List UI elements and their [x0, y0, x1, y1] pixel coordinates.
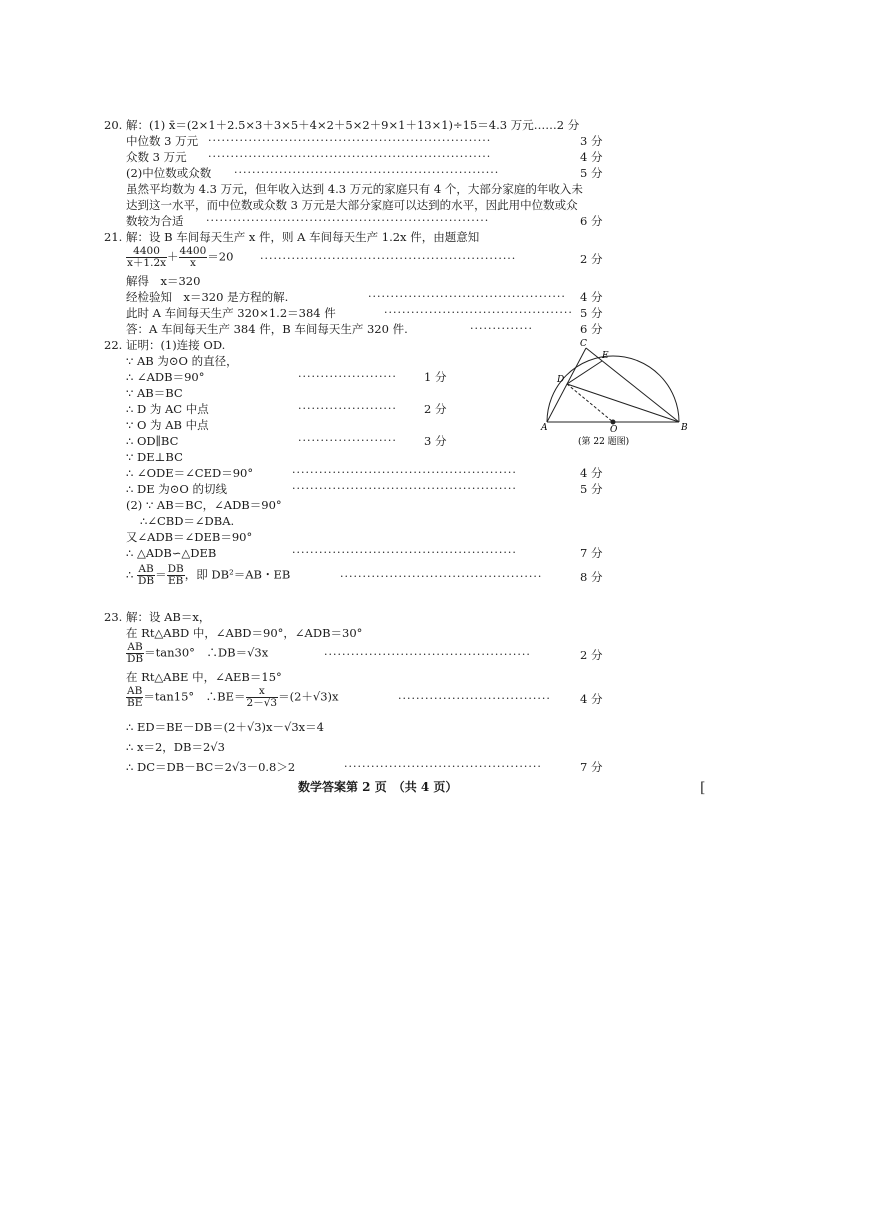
score: 4 分 — [580, 466, 603, 480]
q20-median: 中位数 3 万元 — [126, 134, 199, 148]
q21-check: 经检验知 x＝320 是方程的解. — [126, 290, 289, 304]
semicircle — [547, 356, 679, 422]
score: 6 分 — [580, 214, 603, 228]
q22-step: ∴∠CBD＝∠DBA. — [140, 514, 235, 528]
leader-dots: ·········································· — [384, 306, 573, 319]
q22-figure — [530, 336, 700, 448]
leader-dots: ······················ — [298, 434, 397, 447]
page-footer: 数学答案第 2 页 （共 4 页） — [298, 780, 458, 794]
score: 5 分 — [580, 306, 603, 320]
leader-dots: ·················································· — [292, 466, 517, 479]
q23-tan15: $\frac{AB}{BE}$ ＝tan15° ∴BE＝ $\frac{x}{2-√3}$ ＝(2＋√3)x — [127, 685, 339, 709]
q22-step: ∵ O 为 AB 中点 — [126, 418, 209, 432]
score: 3 分 — [580, 134, 603, 148]
score: 1 分 — [424, 370, 447, 384]
q22-step: ∴ D 为 AC 中点 — [126, 402, 209, 416]
fraction: $\frac{4400}{x+1.2x}$ — [127, 245, 167, 269]
q21-solve: 解得 x＝320 — [126, 274, 201, 288]
q22-step: ∴ OD∥BC — [126, 434, 179, 448]
label-c: C — [580, 339, 587, 349]
q20-explanation-2: 达到这一水平，而中位数或众数 3 万元是大部分家庭可以达到的水平，因此用中位数或众 — [126, 198, 578, 212]
q21-line-1: 21. 解：设 B 车间每天生产 x 件，则 A 车间每天生产 1.2x 件，由题意知 — [104, 230, 480, 244]
fraction: $\frac{AB}{BE}$ — [127, 685, 143, 709]
label-e: E — [602, 351, 609, 361]
score: 6 分 — [580, 322, 603, 336]
segment-de — [567, 361, 602, 384]
leader-dots: ············································ — [368, 290, 566, 303]
q22-step: ∴ ∠ADB＝90° — [126, 370, 205, 384]
q22-step: ∵ AB 为⊙O 的直径， — [126, 354, 238, 368]
segment-ac — [547, 348, 586, 422]
score: 4 分 — [580, 290, 603, 304]
q23-step: 在 Rt△ABE 中，∠AEB＝15° — [126, 670, 282, 684]
figure-caption: (第 22 题图) — [578, 437, 630, 447]
segment-db — [567, 384, 679, 422]
leader-dots: ······························································· — [208, 134, 492, 147]
leader-dots: ······················ — [298, 402, 397, 415]
q23-line-1: 23. 解：设 AB＝x， — [104, 610, 211, 624]
q20-line-1: 20. 解：(1) x̄＝(2×1＋2.5×3＋3×5＋4×2＋5×2＋9×1＋13×1)÷15＝4.3 万元……2 分 — [104, 118, 580, 132]
center-point — [611, 420, 616, 425]
q20-explanation-1: 虽然平均数为 4.3 万元，但年收入达到 4.3 万元的家庭只有 4 个，大部分家庭的年收入未 — [126, 182, 583, 196]
q23-step: ∴ x＝2，DB＝2√3 — [126, 740, 225, 754]
leader-dots: ············································ — [344, 760, 542, 773]
leader-dots: ······················ — [298, 370, 397, 383]
score: 2 分 — [580, 252, 603, 266]
label-a: A — [541, 423, 548, 433]
q23-step: ∴ DC＝DB－BC＝2√3－0.8＞2 — [126, 760, 296, 774]
leader-dots: ························································· — [260, 252, 517, 265]
q23-tan30: $\frac{AB}{DB}$ ＝tan30° ∴DB＝√3x — [127, 641, 269, 665]
fraction: $\frac{4400}{x}$ — [179, 245, 207, 269]
q22-step: 又∠ADB＝∠DEB＝90° — [126, 530, 253, 544]
q23-step: ∴ ED＝BE－DB＝(2＋√3)x－√3x＝4 — [126, 720, 324, 734]
q22-ratio: ∴ $\frac{AB}{DB}$ ＝ $\frac{DB}{EB}$ ，即 DB²＝AB・EB — [126, 563, 291, 587]
segment-od — [567, 384, 613, 422]
q22-step: (2) ∵ AB＝BC，∠ADB＝90° — [126, 498, 282, 512]
score: 5 分 — [580, 166, 603, 180]
q22-step: ∴ DE 为⊙O 的切线 — [126, 482, 227, 496]
leader-dots: ·················································· — [292, 482, 517, 495]
leader-dots: ··························································· — [234, 166, 500, 179]
q21-a-workshop: 此时 A 车间每天生产 320×1.2＝384 件 — [126, 306, 336, 320]
q20-part2: (2)中位数或众数 — [126, 166, 212, 180]
score: 8 分 — [580, 570, 603, 584]
q22-step: ∴ ∠ODE＝∠CED＝90° — [126, 466, 254, 480]
q23-step: 在 Rt△ABD 中，∠ABD＝90°，∠ADB＝30° — [126, 626, 363, 640]
margin-bracket: [ — [700, 780, 706, 796]
label-b: B — [681, 423, 688, 433]
score: 2 分 — [424, 402, 447, 416]
q22-line-1: 22. 证明：(1)连接 OD. — [104, 338, 226, 352]
fraction: $\frac{AB}{DB}$ — [127, 641, 144, 665]
fraction: $\frac{DB}{EB}$ — [167, 563, 184, 587]
score: 4 分 — [580, 150, 603, 164]
leader-dots: ·················································· — [292, 546, 517, 559]
score: 3 分 — [424, 434, 447, 448]
q20-mode: 众数 3 万元 — [126, 150, 187, 164]
q22-step: ∴ △ADB∽△DEB — [126, 546, 217, 560]
leader-dots: ·············································· — [324, 648, 531, 661]
leader-dots: ······························································· — [208, 150, 492, 163]
fraction: $\frac{AB}{DB}$ — [137, 563, 155, 587]
score: 5 分 — [580, 482, 603, 496]
score: 7 分 — [580, 760, 603, 774]
q21-equation: $\frac{4400}{x+1.2x}$ ＋ $\frac{4400}{x}$ ＝20 — [127, 245, 234, 269]
q22-step: ∵ DE⊥BC — [126, 450, 183, 464]
score: 4 分 — [580, 692, 603, 706]
leader-dots: ············································· — [340, 570, 543, 583]
leader-dots: ·············· — [470, 322, 533, 335]
leader-dots: ·································· — [398, 692, 551, 705]
label-d: D — [557, 375, 565, 385]
leader-dots: ······························································· — [206, 214, 490, 227]
label-o: O — [610, 425, 618, 435]
score: 7 分 — [580, 546, 603, 560]
fraction: $\frac{x}{2-√3}$ — [246, 685, 278, 709]
q21-answer: 答：A 车间每天生产 384 件，B 车间每天生产 320 件. — [126, 322, 408, 336]
score: 2 分 — [580, 648, 603, 662]
q20-explanation-3: 数较为合适 — [126, 214, 184, 228]
q22-step: ∵ AB＝BC — [126, 386, 183, 400]
